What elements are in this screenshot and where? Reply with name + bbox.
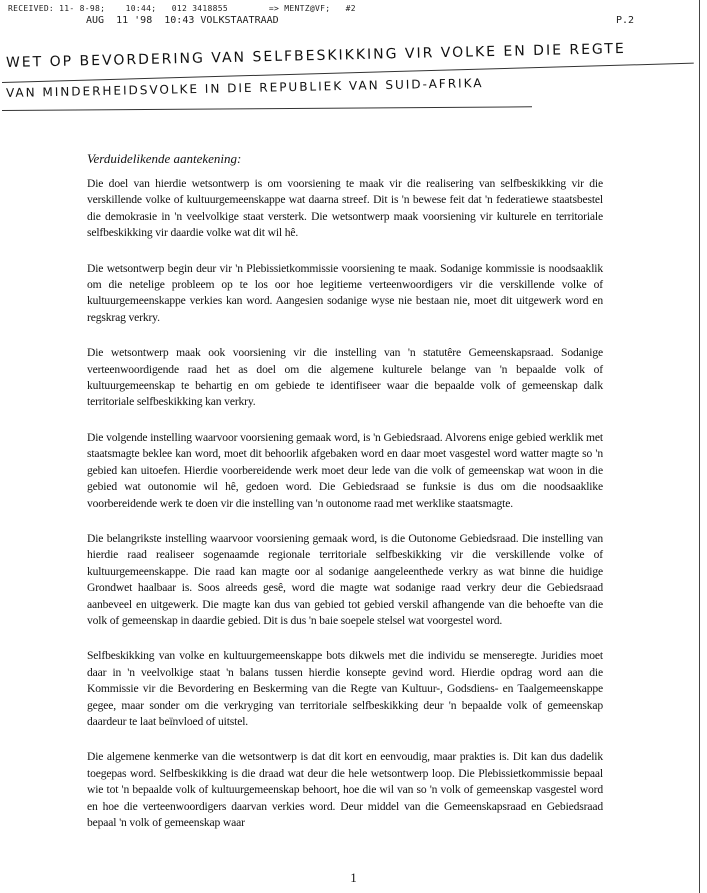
handwritten-title-line-1: WET OP BEVORDERING VAN SELFBESKIKKING VIR VOLKE EN DIE REGTE [5, 40, 626, 71]
paragraph-autonomous-council: Die belangrikste instelling waarvoor voorsiening gemaak word, is die Outonome Gebiedsraad. Die instelling van hierdie raad realiseer sogenaamde regionale territoriale selfbeskikking vir die verskillende volke of kultuurgemeenskappe. Die raad kan magte oor al sodanige aangeleenthede verkry as wat binne die huidige Grondwet haalbaar is. Soos alreeds gesê, word die magte wat sodanige raad verkry deur die Gebiedsraad aanbeveel en uitgewerk. Die magte kan dus van gebied tot gebied verskil afhangende van die behoefte van die volk of gemeenskap in daardie gebied. Dit is dus 'n baie soepele stelsel wat voorgestel word. [87, 531, 603, 627]
paragraph-general-features: Die algemene kenmerke van die wetsontwerp is dat dit kort en eenvoudig, maar prakties is. Dit kan dus dadelik toegepas word. Selfbeskikking is die draad wat deur die hele wetsontwerp loop. Die Plebissietkommissie bepaal wie tot 'n bepaalde volk of kultuurgemeenskap behoort, hoe die wil van so 'n volk of gemeenskap vasgestel word en hoe die verteenwoordigers daarvan verkies word. Deur middel van die Gemeenskapsraad en Gebiedsraad bepaal 'n volk of gemeenskap waar [87, 750, 603, 829]
fax-page-code: P.2 [616, 15, 635, 26]
scan-edge-line [699, 0, 700, 893]
section-heading: Verduidelikende aantekening: [87, 151, 242, 166]
title-underline-2 [2, 106, 532, 111]
paragraph-regional-council: Die volgende instelling waarvoor voorsiening gemaak word, is 'n Gebiedsraad. Alvorens enige gebied werklik met staatsmagte beklee kan word, moet dit behoorlik afgebaken word en daar moet vasgestel word watter magte so 'n gebied kan uitoefen. Hierdie voorbereidende werk moet deur lede van die volk of gemeenskap wat woon in die gebied wat outonomie wil hê, gedoen word. Die Gebiedsraad se funksie is dus om die noodsaaklike voorbereidende werk te doen vir die instelling van 'n outonome raad met werklike staatsmagte. [87, 430, 603, 510]
paragraph-purpose: Die doel van hierdie wetsontwerp is om voorsiening te maak vir die realisering van selfbeskikking vir die verskillende volke of kultuurgemeenskappe wat daarna streef. Dit is 'n bewese feit dat 'n federatiewe staatsbestel die demokrasie in 'n veelvolkige staat versterk. Die wetsontwerp maak voorsiening vir kulturele en territoriale selfbeskikking vir daardie volke wat dit wil hê. [87, 177, 603, 240]
paragraph-human-rights: Selfbeskikking van volke en kultuurgemeenskappe bots dikwels met die individu se menseregte. Juridies moet daar in 'n veelvolkige staat 'n balans tussen hierdie konsepte gevind word. Hierdie opdrag word aan die Kommissie vir die Bevordering en Beskerming van die Regte van Kultuur-, Godsdiens- en Taalgemeenskappe gegee, maar sonder om die verkryging van territoriale selfbeskikking deur 'n bepaalde volk of gemeenskap daardeur te laat beïnvloed of uitstel. [87, 649, 603, 728]
body-text [87, 176, 603, 850]
fax-header-line-1: RECEIVED: 11- 8-98; 10:44; 012 3418855 => MENTZ@VF; #2 [8, 4, 356, 13]
handwritten-title-line-2: VAN MINDERHEIDSVOLKE IN DIE REPUBLIEK VAN SUID-AFRIKA [5, 75, 484, 100]
paragraph-plebiscite-commission: Die wetsontwerp begin deur vir 'n Plebissietkommissie voorsiening te maak. Sodanige kommissie is noodsaaklik om die netelige probleem op te los oor hoe legitieme verteenwoordigers vir die verskillende volke of kultuurgemeenskappe verkies kan word. Aangesien sodanige wyse nie bestaan nie, moet dit uitgewerk word en regskrag verkry. [87, 261, 603, 324]
paragraph-community-council: Die wetsontwerp maak ook voorsiening vir die instelling van 'n statutêre Gemeenskapsraad. Sodanige verteenwoordigende raad het as doel om die algemene kulturele belange van 'n bepaalde volk of kultuurgemeenskap te behartig en om gebiede te identifiseer waar die bepaalde volk of gemeenskap dalk territoriale selfbeskikking kan verkry. [87, 346, 603, 409]
fax-header-line-2: AUG 11 '98 10:43 VOLKSTAATRAAD [86, 15, 279, 26]
page-number: 1 [350, 870, 357, 885]
